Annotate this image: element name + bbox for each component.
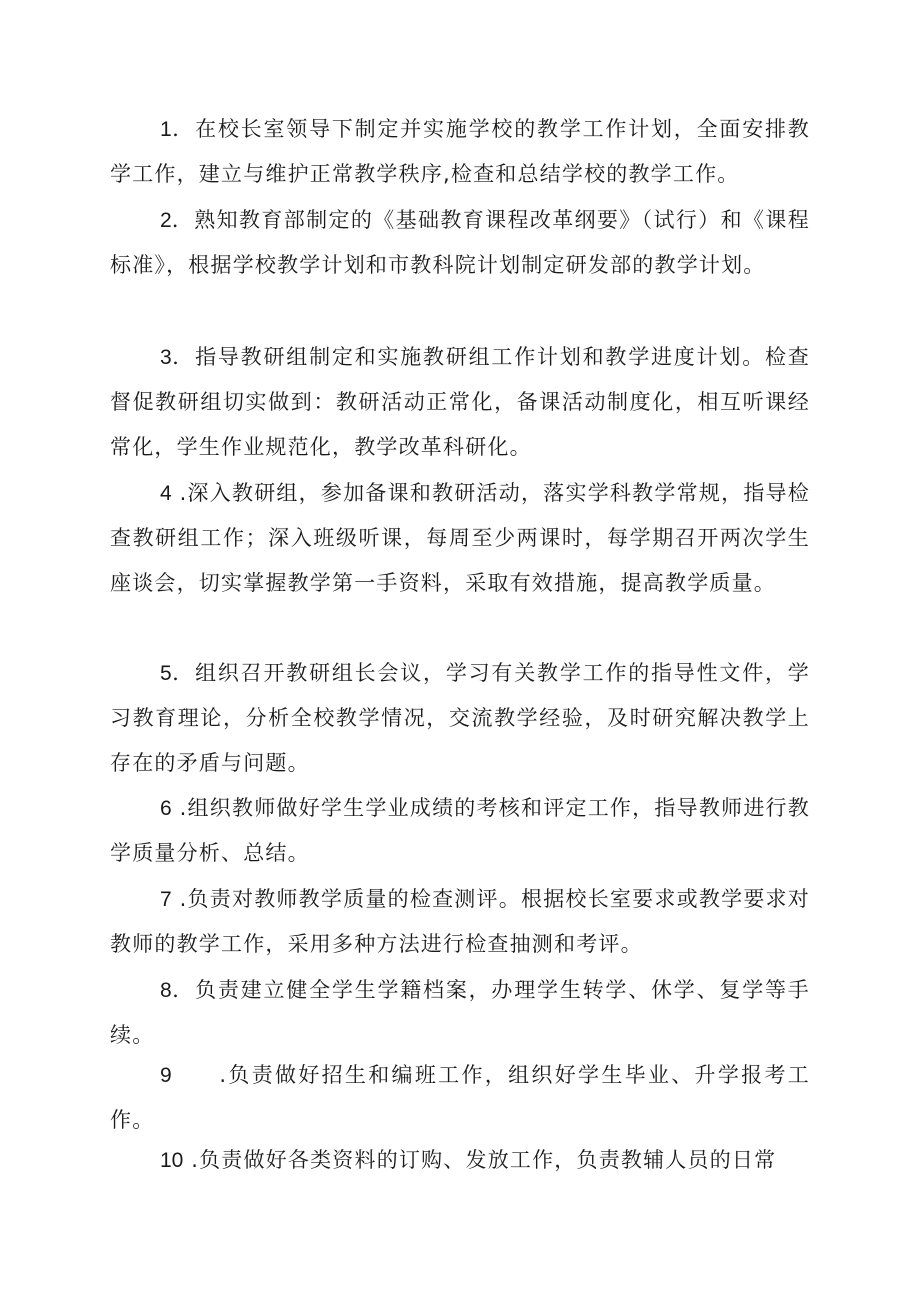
item-text: .深入教研组，参加备课和教研活动，落实学科教学常规，指导检查教研组工作；深入班级听课，每周至少两课时，每学期召开两次学生座谈会，切实掌握教学第一手资料，采取有效措施，提高教学质量。 — [110, 481, 810, 595]
item-text: ．组织召开教研组长会议，学习有关教学工作的指导性文件，学习教育理论，分析全校教学情况，交流教学经验，及时研究解决教学上存在的矛盾与问题。 — [110, 661, 810, 775]
item-text: .组织教师做好学生学业成绩的考核和评定工作，指导教师进行教学质量分析、总结。 — [110, 796, 810, 865]
item-number: 3 — [160, 346, 172, 369]
paragraph-item-4 — [110, 471, 810, 606]
paragraph-item-9 — [110, 1053, 810, 1143]
item-text: .负责做好各类资料的订购、发放工作，负责教辅人员的日常 — [183, 1148, 777, 1172]
paragraph-item-1 — [110, 107, 810, 197]
item-text: ．指导教研组制定和实施教研组工作计划和教学进度计划。检查督促教研组切实做到：教研活动正常化，备课活动制度化，相互听课经常化，学生作业规范化，教学改革科研化。 — [110, 345, 810, 459]
item-text: ．负责建立健全学生学籍档案，办理学生转学、休学、复学等手续。 — [110, 978, 810, 1047]
item-text: .负责对教师教学质量的检查测评。根据校长室要求或教学要求对教师的教学工作，采用多种方法进行检查抽测和考评。 — [110, 887, 810, 956]
item-number: 5 — [160, 662, 172, 685]
item-number: 9 — [160, 1064, 172, 1087]
paragraph-item-2 — [110, 198, 810, 288]
item-number: 7 — [160, 888, 172, 911]
item-number: 8 — [160, 979, 172, 1002]
item-number: 10 — [160, 1149, 184, 1172]
paragraph-item-10 — [110, 1138, 810, 1183]
item-number: 2 — [160, 209, 172, 232]
paragraph-item-7 — [110, 877, 810, 967]
item-text: .负责做好招生和编班工作，组织好学生毕业、升学报考工作。 — [110, 1063, 810, 1132]
item-number: 4 — [160, 482, 172, 505]
item-number: 1 — [160, 118, 172, 141]
paragraph-item-6 — [110, 786, 810, 876]
item-text: ．熟知教育部制定的《基础教育课程改革纲要》（试行）和《课程标准》，根据学校教学计划和市教科院计划制定研发部的教学计划。 — [110, 208, 810, 277]
paragraph-item-3 — [110, 335, 810, 470]
paragraph-item-5 — [110, 651, 810, 786]
item-number: 6 — [160, 797, 172, 820]
paragraph-item-8 — [110, 968, 810, 1058]
item-text: ．在校长室领导下制定并实施学校的教学工作计划，全面安排教学工作，建立与维护正常教学秩序,检查和总结学校的教学工作。 — [110, 117, 810, 186]
